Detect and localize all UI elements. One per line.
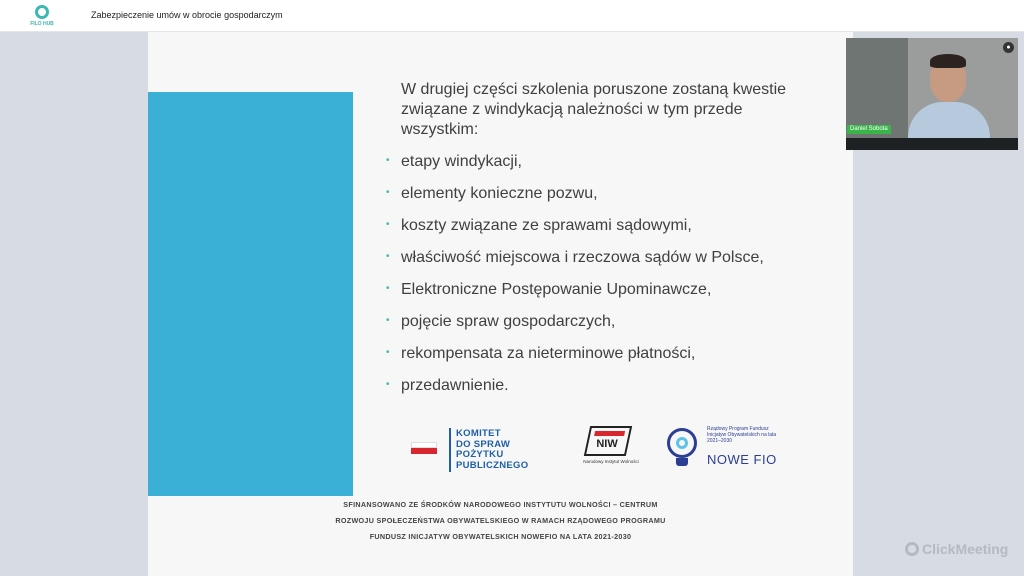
bullet-icon: • bbox=[386, 379, 390, 390]
slide-bullet-list bbox=[386, 152, 764, 408]
bullet-icon: • bbox=[386, 155, 390, 166]
komitet-logo bbox=[411, 428, 541, 472]
top-bar bbox=[0, 0, 1024, 32]
list-item: • koszty związane ze sprawami sądowymi, bbox=[386, 217, 692, 234]
niw-logo bbox=[579, 424, 643, 474]
list-item: • elementy konieczne pozwu, bbox=[386, 185, 598, 202]
app-logo[interactable] bbox=[30, 5, 54, 29]
nowe-fio-logo bbox=[667, 424, 797, 474]
clickmeeting-watermark: ClickMeeting bbox=[905, 541, 1008, 557]
list-item: • pojęcie spraw gospodarczych, bbox=[386, 313, 616, 330]
clickmeeting-logo-icon bbox=[905, 542, 919, 556]
presentation-slide bbox=[148, 32, 853, 576]
fio-title: NOWE FIO bbox=[707, 452, 777, 467]
list-item: • Elektroniczne Postępowanie Upominawcze, bbox=[386, 281, 712, 298]
funding-footer: SFINANSOWANO ZE ŚRODKÓW NARODOWEGO INSTYTUTU WOLNOŚCI – CENTRUM ROZWOJU SPOŁECZEŃSTWA OBYWATELSKIEGO W RAMACH RZĄDOWEGO PROGRAMU FUNDUSZ INICJATYW OBYWATELSKICH NOWEFIO NA LATA 2021-2030 bbox=[148, 496, 853, 576]
slide-intro-text: W drugiej części szkolenia poruszone zostaną kwestie związane z windykacją należności w tym przede wszystkim: bbox=[401, 81, 787, 138]
niw-caption: Narodowy Instytut Wolności bbox=[583, 459, 639, 464]
participant-name-tag: Daniel Sobota bbox=[847, 125, 891, 134]
slide-accent-bar bbox=[148, 92, 353, 516]
presenter-video-tile[interactable] bbox=[846, 38, 1018, 150]
niw-mark-icon: NIW bbox=[584, 426, 632, 456]
list-item: • właściwość miejscowa i rzeczowa sądów w Polsce, bbox=[386, 249, 764, 266]
logo-icon bbox=[35, 5, 49, 19]
list-item: • etapy windykacji, bbox=[386, 153, 522, 170]
bullet-icon: • bbox=[386, 347, 390, 358]
komitet-divider bbox=[449, 428, 451, 472]
meeting-title: Zabezpieczenie umów w obrocie gospodarczym bbox=[91, 10, 283, 20]
bullet-icon: • bbox=[386, 283, 390, 294]
logo-caption: FILO HUB bbox=[30, 21, 54, 27]
fio-small-text: Rządowy Program Fundusz Inicjatyw Obywatelskich na lata 2021–2030 bbox=[707, 426, 777, 444]
list-item: • przedawnienie. bbox=[386, 377, 509, 394]
komitet-text: KOMITET DO SPRAW POŻYTKU PUBLICZNEGO bbox=[456, 428, 529, 471]
bullet-icon: • bbox=[386, 315, 390, 326]
microphone-icon[interactable]: ● bbox=[1003, 42, 1014, 53]
polish-flag-icon bbox=[411, 442, 437, 454]
bullet-icon: • bbox=[386, 251, 390, 262]
lightbulb-icon bbox=[667, 428, 697, 458]
list-item: • rekompensata za nieterminowe płatności, bbox=[386, 345, 696, 362]
sponsor-logos bbox=[411, 424, 801, 476]
bullet-icon: • bbox=[386, 219, 390, 230]
bullet-icon: • bbox=[386, 187, 390, 198]
